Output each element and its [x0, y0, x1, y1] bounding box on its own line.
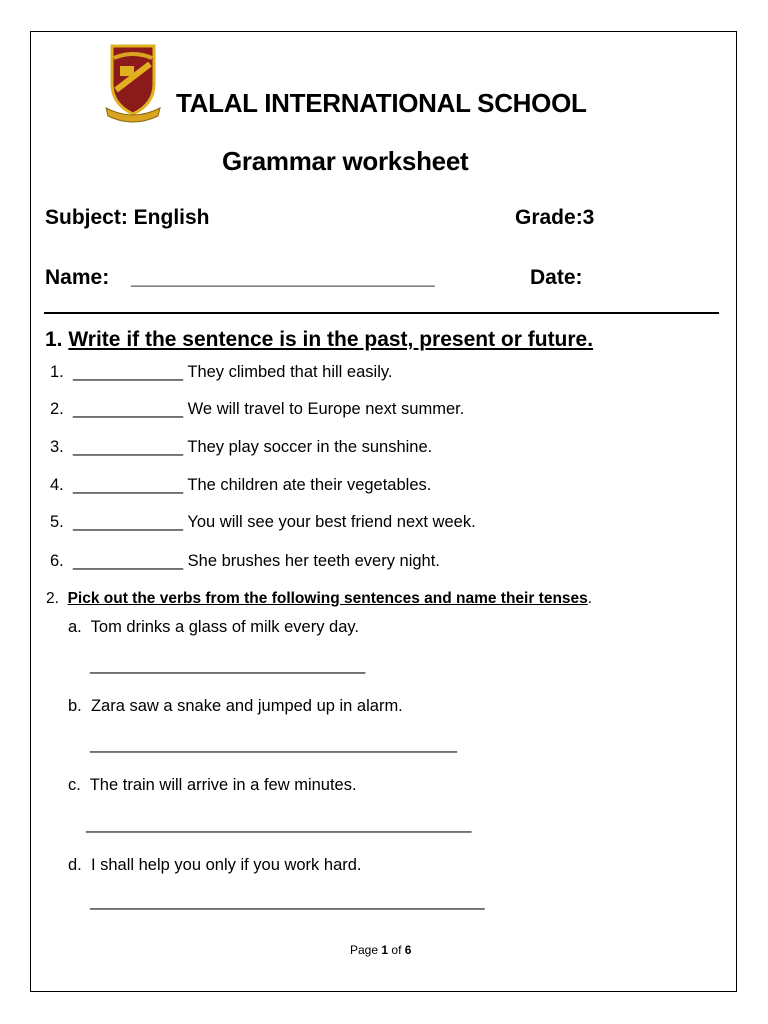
sentence: The train will arrive in a few minutes.: [89, 776, 357, 794]
page-total: 6: [404, 943, 412, 957]
page-footer: [350, 943, 411, 957]
list-item: [50, 552, 440, 571]
section2-number: 2.: [46, 590, 59, 607]
page-word: Page: [350, 943, 379, 957]
page-number: 1: [381, 943, 389, 957]
item-letter: c.: [68, 776, 81, 794]
item-number: 2.: [50, 400, 64, 418]
answer-line: ________________________________________: [90, 735, 458, 753]
list-item: [68, 618, 359, 637]
list-item: [68, 856, 362, 875]
answer-line: __________________________________________: [86, 815, 472, 833]
of-word: of: [391, 943, 402, 957]
section1-number: 1.: [45, 328, 63, 351]
list-item: [50, 476, 431, 495]
section2-instruction: Pick out the verbs from the following sentences and name their tenses: [67, 590, 588, 607]
sentence: Tom drinks a glass of milk every day.: [90, 618, 360, 636]
sentence: Zara saw a snake and jumped up in alarm.: [90, 697, 403, 715]
item-number: 4.: [50, 476, 64, 494]
grade-label: Grade:3: [515, 206, 595, 229]
header-divider: [44, 312, 719, 314]
sentence: The children ate their vegetables.: [187, 476, 432, 494]
list-item: [50, 513, 476, 532]
name-blank-line: __________________________: [131, 266, 435, 289]
school-name: TALAL INTERNATIONAL SCHOOL: [176, 88, 587, 118]
sentence: We will travel to Europe next summer.: [187, 400, 465, 418]
name-label: Name:: [45, 266, 110, 289]
item-number: 3.: [50, 438, 64, 456]
list-item: [50, 438, 432, 457]
list-item: [68, 776, 357, 795]
sentence: They play soccer in the sunshine.: [187, 438, 433, 456]
section2-period: .: [587, 590, 593, 607]
section1-heading: [45, 328, 593, 352]
section1-instruction: Write if the sentence is in the past, present or future.: [68, 328, 594, 351]
sentence: They climbed that hill easily.: [187, 363, 393, 381]
list-item: [50, 400, 464, 419]
item-number: 5.: [50, 513, 64, 531]
school-crest-icon: [104, 42, 162, 124]
item-letter: d.: [68, 856, 82, 874]
answer-blank: ____________: [72, 476, 184, 494]
list-item: [68, 697, 403, 716]
answer-blank: ____________: [72, 513, 184, 531]
answer-line: ___________________________________________: [90, 892, 485, 910]
worksheet-title: Grammar worksheet: [222, 146, 469, 176]
answer-blank: ____________: [72, 400, 184, 418]
sentence: You will see your best friend next week.: [187, 513, 476, 531]
item-number: 1.: [50, 363, 64, 381]
date-label: Date:: [530, 266, 583, 289]
item-letter: a.: [68, 618, 82, 636]
answer-blank: ____________: [72, 363, 184, 381]
subject-label: Subject: English: [45, 206, 210, 229]
section2-heading: [46, 590, 592, 608]
answer-blank: ____________: [72, 552, 184, 570]
list-item: [50, 363, 392, 382]
sentence: I shall help you only if you work hard.: [90, 856, 362, 874]
item-number: 6.: [50, 552, 64, 570]
sentence: She brushes her teeth every night.: [187, 552, 440, 570]
item-letter: b.: [68, 697, 82, 715]
answer-line: ______________________________: [90, 656, 366, 674]
answer-blank: ____________: [72, 438, 184, 456]
